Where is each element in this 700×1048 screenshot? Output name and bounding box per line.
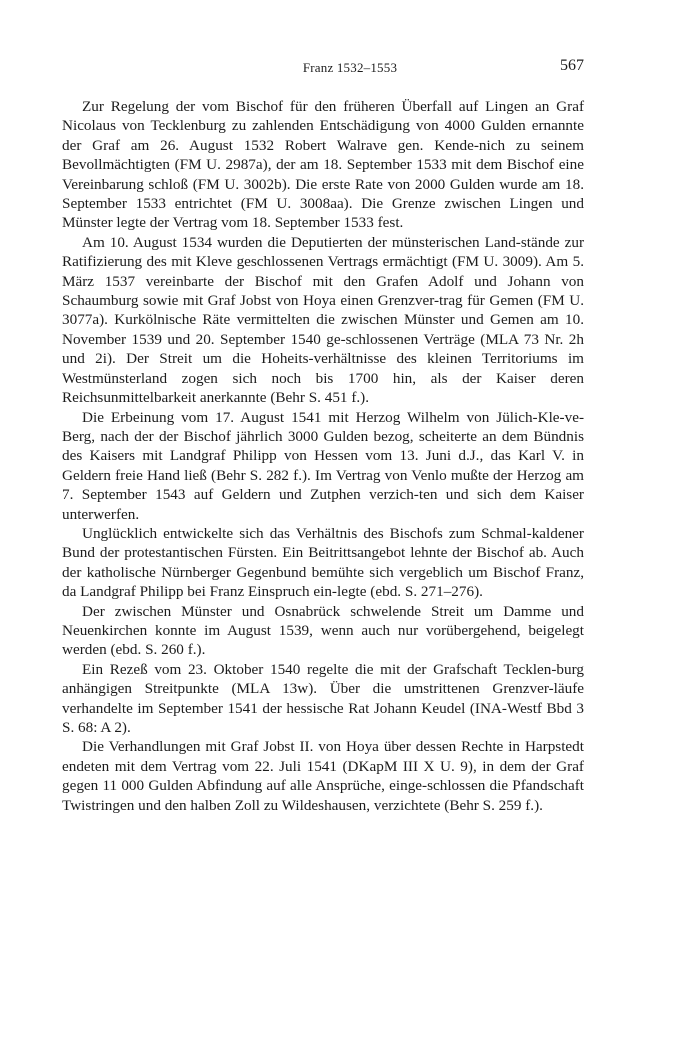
paragraph: Zur Regelung der vom Bischof für den früheren Überfall auf Lingen an Graf Nicolaus von Tecklenburg zu zahlenden Entschädigung von 4000 Gulden ernannte der Graf am 26. August 1532 Robert Walrave gen. Kende-nich zu seinem Bevollmächtigten (FM U. 2987a), der am 18. September 1533 mit dem Bischof eine Vereinbarung schloß (FM U. 3002b). Die erste Rate von 2000 Gulden wurde am 18. September 1533 entrichtet (FM U. 3008aa). Die Grenze zwischen Lingen und Münster legte der Vertrag vom 18. September 1533 fest. (62, 98, 584, 232)
body-text (62, 97, 584, 815)
paragraph: Die Verhandlungen mit Graf Jobst II. von Hoya über dessen Rechte in Harpstedt endeten mit dem Vertrag vom 22. Juli 1541 (DKapM III X U. 9), in dem der Graf gegen 11 000 Gulden Abfindung auf alle Ansprüche, einge-schlossen die Pfandschaft Twistringen und den halben Zoll zu Wildeshausen, verzichtete (Behr S. 259 f.). (62, 738, 584, 814)
paragraph: Ein Rezeß vom 23. Oktober 1540 regelte die mit der Grafschaft Tecklen-burg anhängigen Streitpunkte (MLA 13w). Über die umstrittenen Grenzver-läufe verhandelte im September 1541 der hessische Rat Johann Keudel (INA-Westf Bbd 3 S. 68: A 2). (62, 660, 584, 736)
page-number: 567 (560, 57, 584, 74)
running-head: Franz 1532–1553 (302, 60, 398, 75)
paragraph: Der zwischen Münster und Osnabrück schwelende Streit um Damme und Neuenkirchen konnte im August 1539, wenn auch nur vorübergehend, beigelegt werden (ebd. S. 260 f.). (62, 602, 584, 659)
paragraph: Die Erbeinung vom 17. August 1541 mit Herzog Wilhelm von Jülich-Kle-ve-Berg, nach der der Bischof jährlich 3000 Gulden bezog, scheiterte an dem Bündnis des Kaisers mit Landgraf Philipp von Hessen vom 13. Juni d.J., das Karl V. in Geldern freie Hand ließ (Behr S. 282 f.). Im Vertrag von Venlo mußte der Herzog am 7. September 1543 auf Geldern und Zutphen verzich-ten und sich dem Kaiser unterwerfen. (62, 408, 584, 523)
paragraph: Am 10. August 1534 wurden die Deputierten der münsterischen Land-stände zur Ratifizierung des mit Kleve geschlossenen Vertrags ermächtigt (FM U. 3009). Am 5. März 1537 vereinbarte der Bischof mit den Grafen Adolf und Johann von Schaumburg sowie mit Graf Jobst von Hoya einen Grenzver-trag für Gemen (FM U. 3077a). Kurkölnische Räte vermittelten die zwischen Münster und Gemen am 10. November 1539 und 20. September 1540 ge-schlossenen Verträge (MLA 73 Nr. 2h und 2i). Der Streit um die Hoheits-verhältnisse des kleinen Territoriums im Westmünsterland zogen sich noch bis 1700 hin, als der Kaiser deren Reichsunmittelbarkeit anerkannte (Behr S. 451 f.). (62, 233, 584, 407)
paragraph: Unglücklich entwickelte sich das Verhältnis des Bischofs zum Schmal-kaldener Bund der protestantischen Fürsten. Ein Beitrittsangebot lehnte der Bischof ab. Auch der katholische Nürnberger Gegenbund bemühte sich vergeblich um Bischof Franz, da Landgraf Philipp bei Franz Einspruch ein-legte (ebd. S. 271–276). (62, 524, 584, 601)
